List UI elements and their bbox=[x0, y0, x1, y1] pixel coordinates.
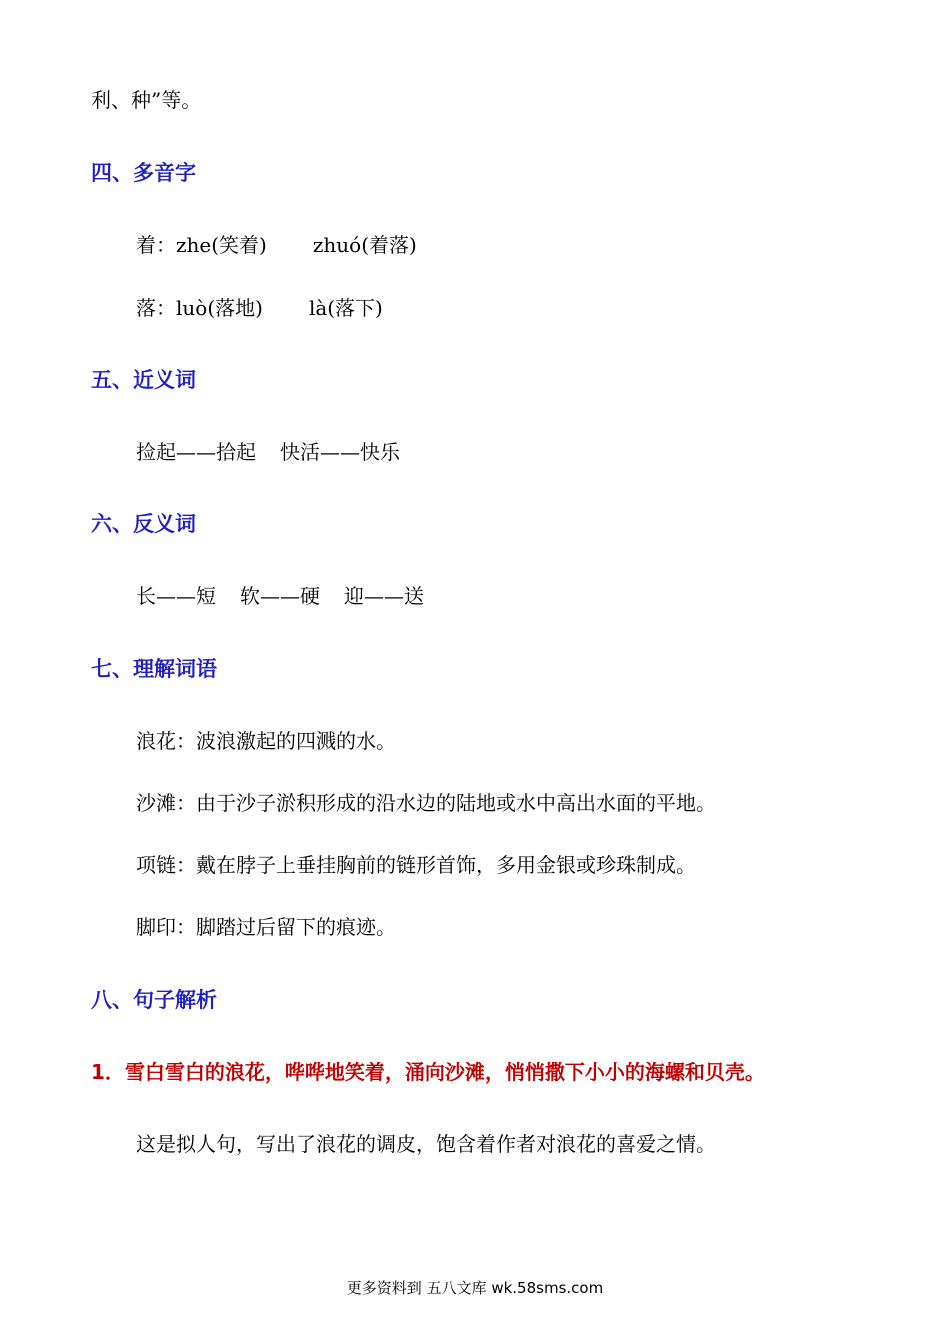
footer-watermark: 更多资料到 五八文库 wk.58sms.com bbox=[346, 1279, 604, 1297]
vocab-definition: 沙滩：由于沙子淤积形成的沿水边的陆地或水中高出水面的平地。 bbox=[136, 791, 716, 815]
polyphone-line-2 bbox=[136, 294, 383, 322]
synonym-pair-1: 捡起——拾起 bbox=[136, 440, 256, 464]
antonym-pair-1: 长——短 bbox=[136, 584, 216, 608]
sentence-analysis: 这是拟人句，写出了浪花的调皮，饱含着作者对浪花的喜爱之情。 bbox=[136, 1132, 716, 1156]
antonym-pair-2: 软——硬 bbox=[240, 584, 320, 608]
section-heading-synonyms: 五、近义词 bbox=[91, 368, 196, 392]
vocab-definition: 脚印：脚踏过后留下的痕迹。 bbox=[136, 915, 396, 939]
section-heading-sentence-analysis: 八、句子解析 bbox=[91, 988, 217, 1012]
polyphone-reading-2a: 落：luò(落地) bbox=[136, 296, 263, 320]
polyphone-reading-1b: zhuó(着落) bbox=[312, 233, 417, 257]
vocab-definition: 浪花：波浪激起的四溅的水。 bbox=[136, 729, 396, 753]
section-heading-antonyms: 六、反义词 bbox=[91, 512, 196, 536]
vocab-definition: 项链：戴在脖子上垂挂胸前的链形首饰，多用金银或珍珠制成。 bbox=[136, 853, 696, 877]
polyphone-line-1 bbox=[136, 231, 417, 259]
synonym-pair-2: 快活——快乐 bbox=[280, 440, 400, 464]
example-sentence: 1．雪白雪白的浪花，哗哗地笑着，涌向沙滩，悄悄撒下小小的海螺和贝壳。 bbox=[91, 1060, 765, 1084]
section-heading-vocabulary: 七、理解词语 bbox=[91, 657, 217, 681]
antonym-line bbox=[136, 582, 424, 610]
antonym-pair-3: 迎——送 bbox=[344, 584, 424, 608]
intro-tail: 利、种”等。 bbox=[91, 88, 202, 112]
synonym-line bbox=[136, 438, 400, 466]
polyphone-reading-1a: 着：zhe(笑着) bbox=[136, 233, 267, 257]
polyphone-reading-2b: là(落下) bbox=[308, 296, 383, 320]
section-heading-polyphones: 四、多音字 bbox=[91, 161, 196, 185]
